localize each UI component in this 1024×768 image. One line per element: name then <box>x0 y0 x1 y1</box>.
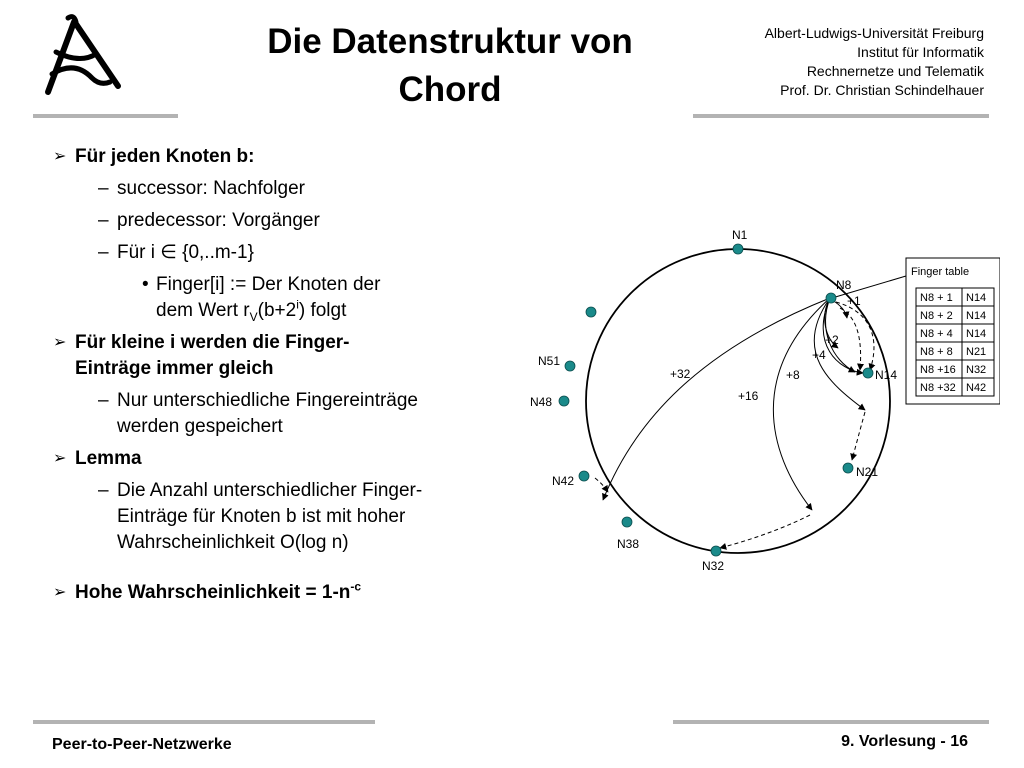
offset-label: +4 <box>812 348 826 362</box>
dash-marker: – <box>98 390 109 411</box>
bullet-item <box>50 144 510 170</box>
bullet-text: Für jeden Knoten b: <box>75 146 255 167</box>
bullet-text: Hohe Wahrscheinlichkeit = 1-n <box>75 582 351 603</box>
bullet-text: Einträge immer gleich <box>75 358 274 379</box>
superscript: i <box>296 297 299 312</box>
node-label: N32 <box>702 559 725 573</box>
sub-bullet-item <box>50 176 510 202</box>
node-n32 <box>711 546 721 556</box>
node-n1 <box>733 244 743 254</box>
dash-marker: – <box>98 480 109 501</box>
finger-table-cell: N42 <box>966 382 987 394</box>
finger-table-cell: N8 +16 <box>920 364 956 376</box>
dashed-arrow <box>836 302 874 370</box>
node-label: N51 <box>538 354 561 368</box>
node-label: N8 <box>836 278 852 292</box>
footer-divider-left <box>33 720 375 724</box>
sub-bullet-text: successor: Nachfolger <box>117 178 305 199</box>
finger-table-cell: N14 <box>966 328 987 340</box>
sub-bullet-text: Nur unterschiedliche Fingereinträge <box>117 390 418 411</box>
node-label: N48 <box>530 395 553 409</box>
arrow-bullet-icon: ➢ <box>53 584 67 601</box>
finger-table-cell: N8 + 4 <box>920 328 953 340</box>
node-n51 <box>565 361 575 371</box>
sub-bullet-item <box>50 240 510 266</box>
node-label: N14 <box>875 368 898 382</box>
university-logo-icon <box>30 12 130 100</box>
dash-marker: – <box>98 242 109 263</box>
page-title <box>215 18 685 114</box>
finger-table-cell: N8 + 8 <box>920 346 953 358</box>
finger-table-title: Finger table <box>911 266 970 278</box>
node-n48 <box>559 396 569 406</box>
finger-table-cell: N21 <box>966 346 987 358</box>
arrow-bullet-icon: ➢ <box>53 334 67 351</box>
subscript: V <box>249 309 258 324</box>
sub-bullet-text: predecessor: Vorgänger <box>117 210 320 231</box>
finger-table-cell: N8 +32 <box>920 382 956 394</box>
dot-marker: • <box>142 274 149 295</box>
node-n8 <box>826 293 836 303</box>
node-unlabeled <box>586 307 596 317</box>
dashed-arrow <box>720 515 810 548</box>
bullet-item <box>50 580 510 606</box>
arrow-bullet-icon: ➢ <box>53 450 67 467</box>
finger-arrow <box>603 298 830 500</box>
header-divider-right <box>693 114 989 118</box>
offset-label: +8 <box>786 368 800 382</box>
bullet-item <box>50 446 510 472</box>
chord-ring-diagram <box>520 220 1000 580</box>
footer-course-title: Peer-to-Peer-Netzwerke <box>52 736 232 753</box>
institution-line: Rechnernetze und Telematik <box>806 63 984 79</box>
sub-bullet-text: Für i ∈ {0,..m-1} <box>117 242 254 263</box>
node-n38 <box>622 517 632 527</box>
dashed-arrow <box>595 478 608 492</box>
dash-marker: – <box>98 178 109 199</box>
sub-bullet-item <box>50 208 510 234</box>
finger-table-cell: N14 <box>966 310 987 322</box>
offset-label: +16 <box>738 389 759 403</box>
dashed-arrow <box>840 308 861 370</box>
formula-text: ) folgt <box>298 300 347 321</box>
offset-label: +2 <box>825 333 839 347</box>
header-divider-left <box>33 114 178 118</box>
bullet-item <box>50 330 510 382</box>
finger-arrow <box>773 298 830 510</box>
slide-content <box>50 138 510 606</box>
institution-block <box>765 24 984 100</box>
title-line-2: Chord <box>398 70 502 109</box>
finger-table-cell: N32 <box>966 364 987 376</box>
dashed-arrow <box>852 412 865 460</box>
bullet-text: Lemma <box>75 448 142 469</box>
footer-divider-right <box>673 720 989 724</box>
sub-bullet-text: werden gespeichert <box>117 416 283 437</box>
bullet-text: Für kleine i werden die Finger- <box>75 332 350 353</box>
institution-line: Prof. Dr. Christian Schindelhauer <box>780 82 984 98</box>
formula-text: (b+2 <box>257 300 297 321</box>
footer-lecture-number: 9. Vorlesung - 16 <box>841 733 968 750</box>
node-n14 <box>863 368 873 378</box>
sub-sub-bullet-text: Finger[i] := Der Knoten der <box>156 274 381 295</box>
institution-line: Albert-Ludwigs-Universität Freiburg <box>764 25 984 41</box>
sub-bullet-text: Einträge für Knoten b ist mit hoher <box>117 506 406 527</box>
sub-bullet-item <box>50 388 510 440</box>
node-label: N21 <box>856 465 879 479</box>
node-label: N38 <box>617 537 640 551</box>
title-line-1: Die Datenstruktur von <box>267 22 633 61</box>
node-n42 <box>579 471 589 481</box>
institution-line: Institut für Informatik <box>857 44 984 60</box>
dash-marker: – <box>98 210 109 231</box>
superscript: -c <box>350 579 362 594</box>
node-n21 <box>843 463 853 473</box>
sub-bullet-text: Die Anzahl unterschiedlicher Finger- <box>117 480 423 501</box>
finger-table-cell: N8 + 1 <box>920 292 953 304</box>
sub-bullet-item <box>50 478 510 556</box>
finger-table-cell: N14 <box>966 292 987 304</box>
node-label: N1 <box>732 228 748 242</box>
arrow-bullet-icon: ➢ <box>53 148 67 165</box>
node-label: N42 <box>552 474 575 488</box>
offset-label: +1 <box>847 294 861 308</box>
offset-label: +32 <box>670 367 691 381</box>
sub-sub-bullet-text: dem Wert r <box>156 300 250 321</box>
sub-sub-bullet-item <box>50 272 510 324</box>
finger-table <box>906 258 1000 404</box>
finger-table-cell: N8 + 2 <box>920 310 953 322</box>
sub-bullet-text: Wahrscheinlichkeit O(log n) <box>117 532 349 553</box>
